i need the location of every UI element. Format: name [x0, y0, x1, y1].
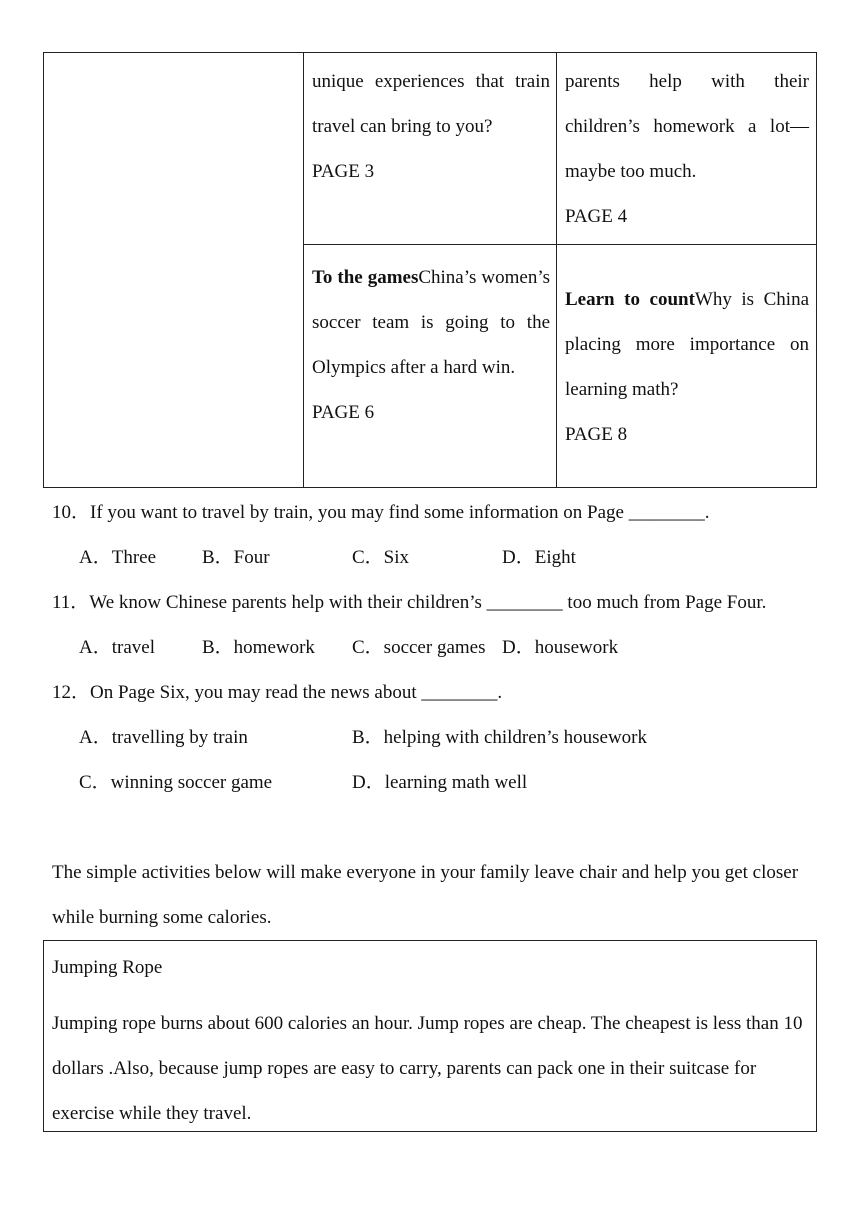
page-label: PAGE 8 — [565, 424, 628, 445]
question-10: 10．If you want to travel by train, you may find some information on Page ________. — [52, 502, 710, 523]
table-cell-page3 — [312, 59, 550, 194]
activity-body: Jumping rope burns about 600 calories an hour. Jump ropes are cheap. The cheapest is less than 10 dollars .Also, because jump ropes are easy to carry, parents can pack one in their suitcase for exercise while they travel. — [52, 1013, 803, 1124]
page-label: PAGE 3 — [312, 161, 375, 182]
cell-body: Why is China placing more importance on learning math? — [565, 289, 809, 400]
cell-body: China’s women’s soccer team is going to the Olympics after a hard win. — [312, 267, 550, 378]
option-b[interactable]: B．helping with children’s housework — [352, 727, 647, 748]
articles-table — [43, 52, 817, 488]
option-a[interactable]: A．travelling by train — [79, 727, 248, 748]
intro-paragraph: The simple activities below will make everyone in your family leave chair and help you get closer while burning some calories. — [52, 862, 799, 928]
option-c[interactable]: C．soccer games — [352, 637, 486, 658]
question-12: 12．On Page Six, you may read the news about ________. — [52, 682, 503, 703]
cell-text: parents help with their children’s homework a lot—maybe too much. — [565, 71, 809, 182]
table-divider — [556, 53, 557, 487]
question-11: 11．We know Chinese parents help with their children’s ________ too much from Page Four. — [52, 592, 767, 613]
page-label: PAGE 4 — [565, 206, 628, 227]
cell-text — [312, 255, 550, 390]
table-cell-page8 — [565, 277, 809, 457]
activity-box — [43, 940, 817, 1132]
table-divider — [303, 244, 816, 245]
activity-title: Jumping Rope — [52, 957, 163, 978]
cell-text — [565, 277, 809, 412]
option-c[interactable]: C．Six — [352, 547, 410, 568]
table-cell-page6 — [312, 255, 550, 435]
option-d[interactable]: D．housework — [502, 637, 619, 658]
cell-heading: To the games — [312, 267, 419, 288]
option-b[interactable]: B．Four — [202, 547, 270, 568]
option-a[interactable]: A．Three — [79, 547, 157, 568]
option-b[interactable]: B．homework — [202, 637, 315, 658]
option-a[interactable]: A．travel — [79, 637, 155, 658]
table-divider — [303, 53, 304, 487]
cell-heading: Learn to count — [565, 289, 695, 310]
table-cell-page4 — [565, 59, 809, 239]
option-c[interactable]: C．winning soccer game — [79, 772, 273, 793]
page-label: PAGE 6 — [312, 402, 375, 423]
cell-text: unique experiences that train travel can bring to you? — [312, 71, 550, 137]
option-d[interactable]: D．Eight — [502, 547, 576, 568]
option-d[interactable]: D．learning math well — [352, 772, 528, 793]
